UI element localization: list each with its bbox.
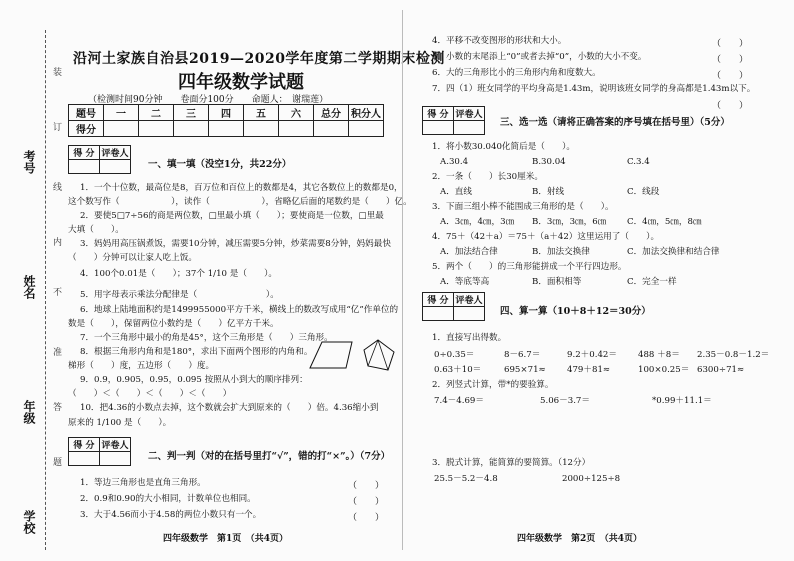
exam-title: 沿河土家族自治县2019—2020学年度第二学期期末检测 [73, 51, 445, 67]
question-3a: 3．妈妈用高压锅煮饭，需要10分钟，减压需要5分钟，炒菜需要8分钟，妈妈最快 [80, 239, 391, 249]
calc-item: 0÷0.35＝ [434, 350, 475, 360]
question-9a: 9．0.9，0.905，0.95，0.095 按照从小到大的顺序排列： [80, 375, 308, 385]
choice-5-option-b[interactable]: B．面积相等 [532, 277, 582, 287]
spine-label-grade: 年级 [22, 400, 36, 424]
cut-mark: 装 [53, 68, 63, 78]
grader-score-label: 得 分 [69, 438, 100, 452]
answer-paren[interactable]: （ ） [712, 55, 749, 65]
cut-mark: 内 [53, 238, 63, 248]
score-header: 积分人 [349, 105, 384, 121]
judge-3: 3．大于4.56而小于4.58的两位小数只有一个。 [80, 510, 262, 520]
answer-paren[interactable]: （ ） [712, 101, 749, 111]
score-header: 总分 [314, 105, 349, 121]
score-header: 二 [139, 105, 174, 121]
spine-label-name: 姓名 [22, 275, 36, 299]
choice-1-option-a[interactable]: A.30.4 [440, 157, 469, 167]
choice-3-option-b[interactable]: B．3㎝，3㎝，6㎝ [532, 217, 607, 227]
score-row-label: 得分 [69, 121, 104, 137]
answer-paren[interactable]: （ ） [348, 513, 385, 523]
score-cell[interactable] [209, 121, 244, 137]
calc-item: 479＋81≈ [567, 365, 611, 375]
question-8a: 8．根据三角形内角和是180°，求出下面两个图形的内角和。 [80, 347, 313, 357]
grader-score-cell[interactable] [69, 452, 100, 466]
trapezoid-and-pentagon-figures [308, 338, 398, 372]
score-cell[interactable] [349, 121, 384, 137]
section-1-title: 一、填一填（没空1分，共22分） [148, 159, 292, 170]
grader-box [68, 145, 131, 174]
choice-2-option-a[interactable]: A．直线 [440, 187, 472, 197]
spine-label-id: 考号 [22, 150, 36, 174]
cut-mark: 线 [53, 183, 63, 193]
score-header: 三 [174, 105, 209, 121]
calc-item: 0.63＋10＝ [434, 365, 482, 375]
question-6b: 数是（ ），保留两位小数约是（ ）亿平方千米。 [68, 319, 279, 329]
score-cell[interactable] [139, 121, 174, 137]
judge-6: 6．大的三角形比小的三角形内角和度数大。 [432, 68, 601, 78]
question-10a: 10．把4.36的小数点去掉，这个数就会扩大到原来的（ ）倍。4.36缩小到 [80, 403, 379, 413]
choice-3: 3．下面三组小棒不能围成三角形的是（ ）。 [432, 202, 614, 212]
score-cell[interactable] [314, 121, 349, 137]
cut-mark: 准 [53, 348, 63, 358]
page-two [412, 0, 792, 561]
choice-3-option-a[interactable]: A．3㎝，4㎝，3㎝ [440, 217, 515, 227]
exam-subtitle: 四年级数学试题 [178, 72, 304, 93]
choice-5-option-c[interactable]: C．完全一样 [627, 277, 677, 287]
section-2-title: 二、判一判（对的在括号里打“√”，错的打“×”。）（7分） [148, 451, 391, 462]
answer-paren[interactable]: （ ） [348, 497, 385, 507]
question-6a: 6．地球上陆地面积约是1499955000平方千米，横线上的数改写成用“亿”作单位的 [80, 305, 399, 315]
choice-4: 4．75＋（42＋a）＝75＋（a＋42）这里运用了（ ）。 [432, 232, 660, 242]
cut-mark: 答 [53, 403, 63, 413]
choice-4-option-b[interactable]: B．加法交换律 [532, 247, 590, 257]
question-2a: 2．要使5□7÷56的商是两位数，□里最小填（ ）；要使商是一位数，□里最 [80, 211, 384, 221]
calc-item: 2000÷125÷8 [562, 474, 621, 484]
page-one [68, 0, 445, 561]
calc-part-3: 3．脱式计算，能简算的要简算。（12分） [432, 458, 591, 468]
question-10b: 原来的 1/100 是（ ）。 [68, 418, 172, 428]
page-footer: 四年级数学 第1页 （共4页） [163, 534, 289, 544]
calc-item: 5.06－3.7＝ [540, 396, 590, 406]
choice-3-option-c[interactable]: C．4㎝，5㎝，8㎝ [627, 217, 702, 227]
section-4-title: 四、算一算（10＋8＋12＝30分） [500, 306, 651, 317]
choice-2-option-c[interactable]: C．线段 [627, 187, 660, 197]
calc-part-1: 1．直接写出得数。 [432, 333, 507, 343]
answer-paren[interactable]: （ ） [712, 71, 749, 81]
calc-item: 8－6.7＝ [504, 350, 541, 360]
grader-score-cell[interactable] [423, 121, 454, 135]
grader-name-cell[interactable] [454, 307, 485, 321]
question-9b: （ ）＜（ ）＜（ ）＜（ ） [68, 389, 232, 399]
grader-score-cell[interactable] [69, 160, 100, 174]
question-3b: （ ）分钟可以让家人吃上饭。 [68, 253, 197, 263]
calc-item: 695×71≈ [504, 365, 546, 375]
judge-1: 1．等边三角形也是直角三角形。 [80, 478, 206, 488]
cut-mark: 不 [53, 288, 63, 298]
score-cell[interactable] [279, 121, 314, 137]
score-header: 四 [209, 105, 244, 121]
judge-7: 7．四（1）班女同学的平均身高是1.43m，说明该班女同学的身高都是1.43m以下。 [432, 84, 756, 94]
choice-5: 5．两个（ ）的三角形能拼成一个平行四边形。 [432, 262, 627, 272]
choice-2: 2．一条（ ）长30厘米。 [432, 172, 543, 182]
choice-4-option-a[interactable]: A．加法结合律 [440, 247, 498, 257]
question-8b: 梯形（ ）度，五边形（ ）度。 [68, 361, 215, 371]
judge-5: 5．小数的末尾添上“0”或者去掉“0”，小数的大小不变。 [432, 52, 647, 62]
question-4: 4．100个0.01是（ ）；37个 1/10 是（ ）。 [80, 269, 278, 279]
calc-part-2: 2．列竖式计算，带*的要验算。 [432, 380, 554, 390]
question-2b: 大填（ ）。 [68, 225, 124, 235]
score-cell[interactable] [244, 121, 279, 137]
choice-4-option-c[interactable]: C．加法交换律和结合律 [627, 247, 720, 257]
score-header: 六 [279, 105, 314, 121]
exam-info: （检测时间90分钟 卷面分100分 命题人： 谢瑞莲） [88, 95, 329, 105]
grader-score-label: 得 分 [423, 107, 454, 121]
binding-spine [15, 30, 65, 550]
calc-item: 100×0.25＝ [638, 365, 690, 375]
question-5: 5．用字母表示乘法分配律是（ ）。 [80, 290, 279, 300]
grader-score-label: 得 分 [69, 146, 100, 160]
answer-paren[interactable]: （ ） [348, 481, 385, 491]
calc-item: *0.99＋11.1＝ [652, 396, 712, 406]
cut-mark: 订 [53, 123, 63, 133]
calc-item: 6300÷71≈ [697, 365, 745, 375]
calc-item: 25.5－5.2－4.8 [434, 474, 498, 484]
score-header: 一 [104, 105, 139, 121]
choice-2-option-b[interactable]: B．射线 [532, 187, 565, 197]
grader-box [422, 292, 485, 321]
cut-line [45, 30, 46, 550]
calc-item: 7.4－4.69＝ [434, 396, 484, 406]
page-footer: 四年级数学 第2页 （共4页） [517, 534, 643, 544]
section-3-title: 三、选一选（请将正确答案的序号填在括号里）（5分） [500, 117, 730, 128]
score-header: 题号 [69, 105, 104, 121]
grader-name-cell[interactable] [454, 121, 485, 135]
question-1a: 1．一个十位数，最高位是8，百万位和百位上的数都是4，其它各数位上的数都是0， [80, 183, 403, 193]
page-divider [402, 10, 403, 550]
question-1b: 这个数写作（ ），读作（ ），省略亿后面的尾数约是（ ）亿。 [68, 197, 412, 207]
grader-name-label: 评卷人 [100, 438, 131, 452]
choice-5-option-a[interactable]: A．等底等高 [440, 277, 490, 287]
judge-4: 4．平移不改变图形的形状和大小。 [432, 36, 567, 46]
calc-item: 9.2＋0.42＝ [567, 350, 617, 360]
grader-name-label: 评卷人 [454, 293, 485, 307]
spine-label-school: 学校 [22, 510, 36, 534]
grader-box [68, 437, 131, 466]
calc-item: 2.35－0.8－1.2＝ [697, 350, 770, 360]
answer-paren[interactable]: （ ） [712, 39, 749, 49]
grader-score-cell[interactable] [423, 307, 454, 321]
choice-1-option-b[interactable]: B.30.04 [532, 157, 566, 167]
score-table [68, 104, 384, 137]
grader-box [422, 106, 485, 135]
score-header: 五 [244, 105, 279, 121]
question-7: 7．一个三角形中最小的角是45°，这个三角形是（ ）三角形。 [80, 333, 333, 343]
grader-score-label: 得 分 [423, 293, 454, 307]
score-cell[interactable] [104, 121, 139, 137]
grader-name-label: 评卷人 [100, 146, 131, 160]
calc-item: 488 ＋8＝ [638, 350, 680, 360]
judge-2: 2．0.9和0.90的大小相同，计数单位也相同。 [80, 494, 256, 504]
choice-1-option-c[interactable]: C.3.4 [627, 157, 650, 167]
grader-name-cell[interactable] [100, 452, 131, 466]
cut-mark: 题 [53, 458, 63, 468]
score-cell[interactable] [174, 121, 209, 137]
grader-name-label: 评卷人 [454, 107, 485, 121]
choice-1: 1．将小数30.040化简后是（ ）。 [432, 142, 575, 152]
grader-name-cell[interactable] [100, 160, 131, 174]
trapezoid-figure [310, 342, 352, 368]
